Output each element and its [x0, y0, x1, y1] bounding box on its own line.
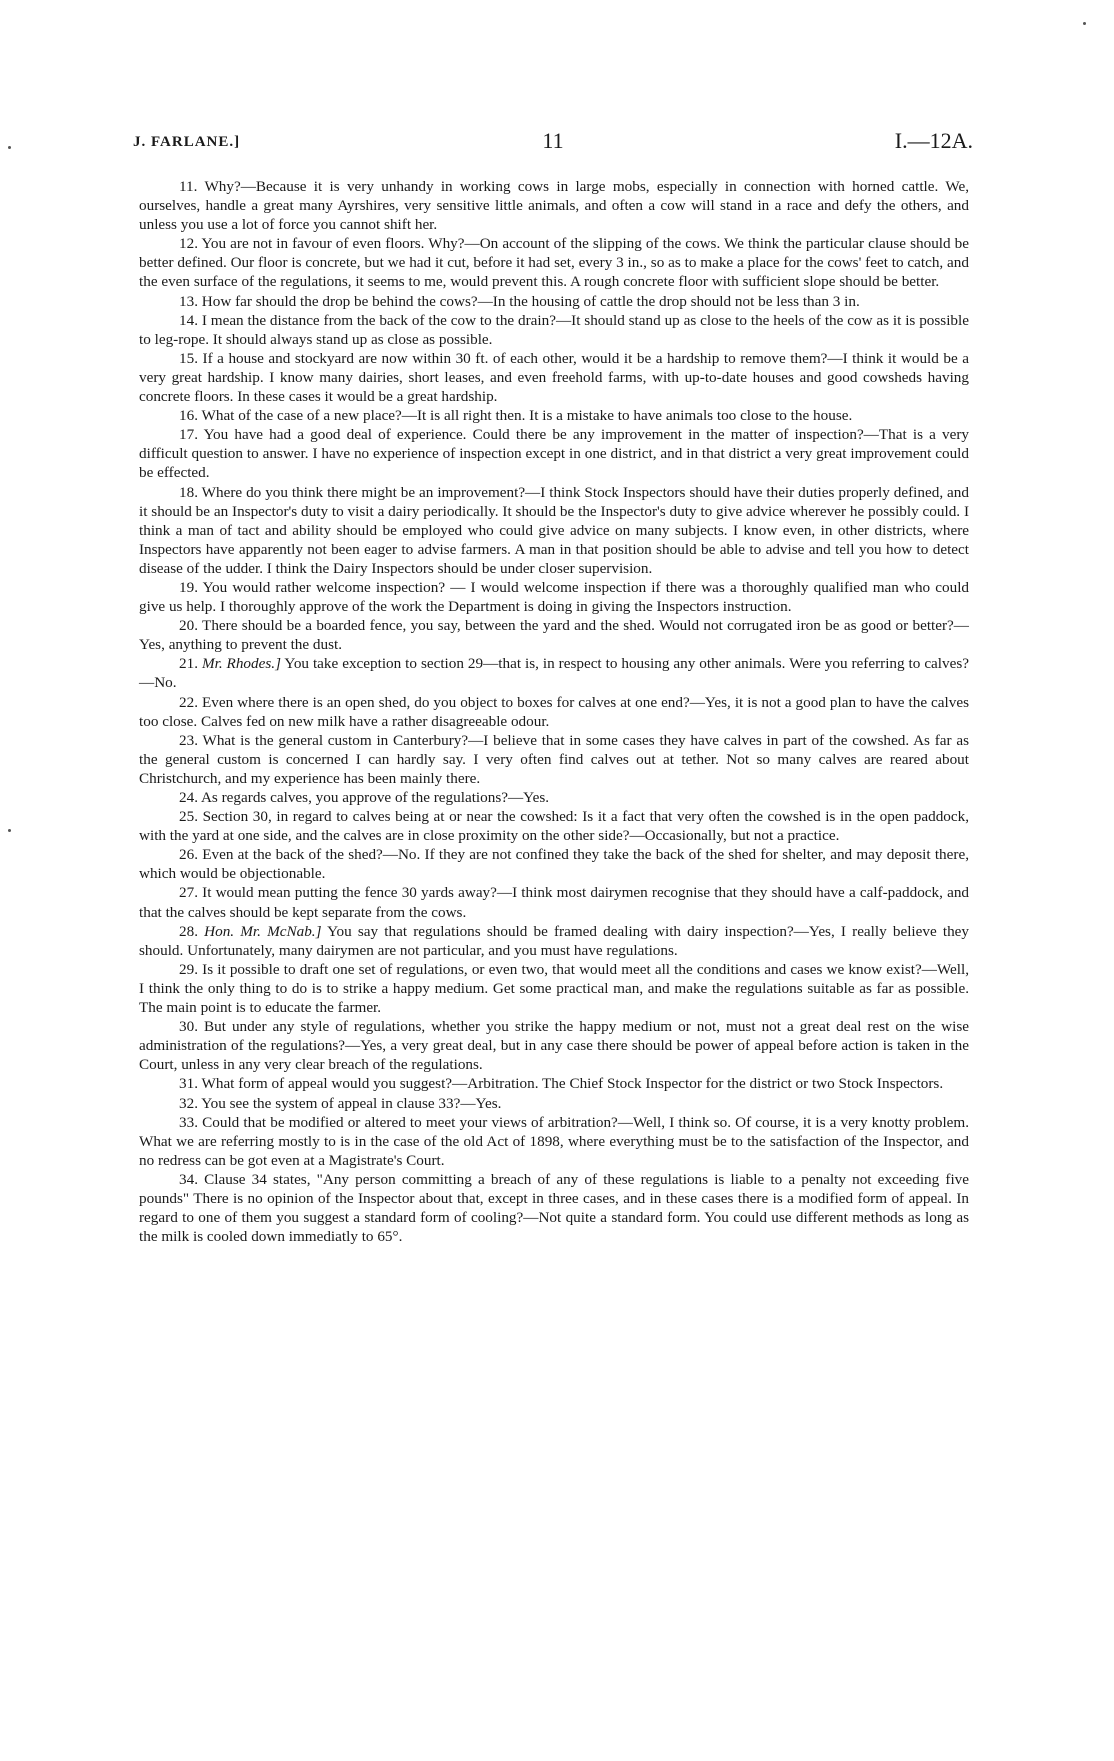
question-number: 25. [179, 808, 198, 826]
question-number: 32. [179, 1094, 198, 1112]
question-answer-text: There should be a boarded fence, you say, between the yard and the shed. Would not corrugated iron be as good or better?—Yes, anything to prevent the dust. [139, 617, 969, 654]
speaker-name: Mr. Rhodes.] [201, 655, 281, 673]
question-answer-text: Is it possible to draft one set of regulations, or even two, that would meet all the conditions and cases we know exist?—Well, I think the only thing to do is to strike a happy medium. Get some practical man, and make the regulations suitable as far as possible. The main point is to educate the farmer. [139, 960, 970, 1017]
testimony-paragraph [139, 845, 969, 883]
question-answer-text: Why?—Because it is very unhandy in working cows in large mobs, especially in connection with horned cattle. We, ourselves, handle a great many Ayrshires, very sensitive little animals, and often a cow will stand in a race and defy the others, and unless you use a lot of force you cannot shift her. [139, 178, 969, 234]
testimony-paragraph [139, 883, 969, 921]
question-answer-text: Section 30, in regard to calves being at or near the cowshed: Is it a fact that very often the cowshed is in the open paddock, with the yard at one side, and the calves are in close proximity on the other side?—Occasionally, but not a practice. [139, 808, 970, 845]
question-number: 31. [179, 1075, 198, 1093]
question-answer-text: What is the general custom in Canterbury?—I believe that in some cases they have calves in part of the cowshed. As far as the general custom is concerned I can hardly say. I very often find calves out at tether. Not so many calves are reared about Christchurch, and my experience has been mainly there. [139, 731, 969, 787]
question-number: 34. [179, 1170, 198, 1188]
testimony-paragraph [139, 960, 969, 1017]
question-answer-text: How far should the drop be behind the cows?—In the housing of cattle the drop should not be less than 3 in. [201, 292, 860, 310]
testimony-paragraph [139, 234, 969, 291]
testimony-paragraph [139, 1170, 969, 1246]
question-number: 11. [179, 178, 198, 195]
question-answer-text: Where do you think there might be an improvement?—I think Stock Inspectors should have their duties properly defined, and it should be an Inspector's duty to visit a dairy periodically. It should be the Inspector's duty to give advice wherever he possibly could. I think a man of tact and ability should be employed who could give advice on many subjects. I know even, in other districts, where Inspectors have apparently not been eager to advise farmers. A man in that position should be able to advise and tell you how to detect disease of the udder. I think the Dairy Inspectors should be under closer supervision. [139, 483, 969, 577]
testimony-paragraph [139, 731, 969, 788]
question-number: 33. [179, 1113, 198, 1131]
question-number: 14. [179, 311, 198, 329]
testimony-paragraph [139, 1017, 969, 1074]
testimony-paragraph [139, 788, 969, 807]
page-number: 11 [542, 128, 564, 153]
header-witness-name: J. FARLANE.] [133, 134, 241, 150]
running-header [133, 128, 973, 158]
testimony-paragraph [139, 406, 969, 425]
question-number: 20. [179, 617, 198, 635]
testimony-paragraph [139, 922, 969, 960]
question-answer-text: What form of appeal would you suggest?—Arbitration. The Chief Stock Inspector for the district or two Stock Inspectors. [201, 1075, 944, 1093]
question-answer-text: If a house and stockyard are now within 30 ft. of each other, would it be a hardship to remove them?—I think it would be a very great hardship. I know many dairies, short leases, and even freehold farms, with up-to-date houses and good cowsheds having concrete floors. In these cases it would be a great hardship. [139, 349, 970, 406]
testimony-paragraph [139, 425, 969, 482]
question-answer-text: You see the system of appeal in clause 33?—Yes. [201, 1094, 502, 1112]
question-number: 12. [179, 235, 198, 253]
question-number: 21. [179, 655, 198, 673]
question-answer-text: You have had a good deal of experience. Could there be any improvement in the matter of inspection?—That is a very difficult question to answer. I have no experience of inspection except in one district, and in that district a very great improvement could be effected. [139, 426, 970, 482]
document-reference: I.—12A. [894, 128, 973, 153]
question-number: 16. [179, 407, 198, 425]
question-answer-text: What of the case of a new place?—It is all right then. It is a mistake to have animals too close to the house. [201, 407, 853, 425]
testimony-body [139, 177, 969, 1246]
question-number: 26. [179, 846, 198, 864]
testimony-paragraph [139, 292, 969, 311]
speaker-name: Hon. Mr. McNab.] [204, 922, 322, 940]
question-number: 19. [179, 578, 198, 596]
testimony-paragraph [139, 1094, 969, 1113]
question-answer-text: You say that regulations should be framed dealing with dairy inspection?—Yes, I really believe they should. Unfortunately, many dairymen are not particular, and you must have regulations. [139, 922, 970, 959]
question-number: 29. [179, 960, 198, 978]
question-answer-text: You take exception to section 29—that is, in respect to housing any other animals. Were you referring to calves?—No. [139, 655, 970, 692]
scan-speck [8, 146, 11, 149]
testimony-paragraph [139, 311, 969, 349]
question-number: 13. [179, 292, 198, 310]
question-answer-text: Clause 34 states, "Any person committing a breach of any of these regulations is liable to a penalty not exceeding five pounds" There is no opinion of the Inspector about that, except in three cases, and in these cases there is a modified form of appeal. In regard to one of them you suggest a standard form of cooling?—Not quite a standard form. You could use different methods as long as the milk is cooled down immediatly to 65°. [139, 1170, 969, 1246]
testimony-paragraph [139, 1113, 969, 1170]
testimony-paragraph [139, 654, 969, 692]
question-number: 28. [179, 922, 198, 940]
question-answer-text: Could that be modified or altered to meet your views of arbitration?—Well, I think so. Of course, it is a very knotty problem. What we are referring mostly to is in the case of the old Act of 1898, where everything must be to the satisfaction of the Inspector, and no redress can be got even at a Magistrate's Court. [139, 1113, 970, 1169]
scan-speck [1083, 22, 1086, 25]
testimony-paragraph [139, 693, 969, 731]
question-number: 15. [179, 349, 198, 367]
question-number: 18. [179, 483, 198, 501]
question-number: 23. [179, 731, 198, 749]
testimony-paragraph [139, 616, 969, 654]
question-answer-text: As regards calves, you approve of the regulations?—Yes. [200, 789, 550, 806]
question-number: 22. [179, 693, 198, 711]
question-answer-text: Even where there is an open shed, do you object to boxes for calves at one end?—Yes, it is not a good plan to have the calves too close. Calves fed on new milk have a rather disagreeable odour. [139, 693, 970, 730]
testimony-paragraph [139, 578, 969, 616]
question-number: 27. [179, 884, 198, 902]
testimony-paragraph [139, 483, 969, 578]
question-number: 17. [179, 426, 198, 444]
question-answer-text: I mean the distance from the back of the cow to the drain?—It should stand up as close to the heels of the cow as it is possible to leg-rope. It should always stand up as close as possible. [139, 311, 969, 348]
question-number: 30. [179, 1018, 198, 1036]
question-answer-text: It would mean putting the fence 30 yards away?—I think most dairymen recognise that they should have a calf-paddock, and that the calves should be kept separate from the cows. [139, 884, 970, 921]
testimony-paragraph [139, 177, 969, 234]
question-answer-text: You would rather welcome inspection? — I would welcome inspection if there was a thoroughly qualified man who could give us help. I thoroughly approve of the work the Department is doing in giving the Inspectors instruction. [139, 578, 970, 616]
question-answer-text: Even at the back of the shed?—No. If they are not confined they take the back of the shed for shelter, and may deposit there, which would be objectionable. [139, 846, 969, 883]
question-number: 24. [179, 789, 198, 806]
question-answer-text: But under any style of regulations, whether you strike the happy medium or not, must not a great deal rest on the wise administration of the regulations?—Yes, a very great deal, but in any case there should be power of appeal before action is taken in the Court, unless in any very clear breach of the regulations. [139, 1018, 969, 1074]
testimony-paragraph [139, 807, 969, 845]
testimony-paragraph [139, 349, 969, 406]
testimony-paragraph [139, 1074, 969, 1093]
question-answer-text: You are not in favour of even floors. Why?—On account of the slipping of the cows. We think the particular clause should be better defined. Our floor is concrete, but we had it cut, before it had set, every 3 in., so as to make a place for the cows' feet to catch, and the even surface of the regulations, it seems to me, would prevent this. A rough concrete floor with sufficient slope should be better. [139, 235, 969, 291]
scan-speck [8, 829, 11, 832]
